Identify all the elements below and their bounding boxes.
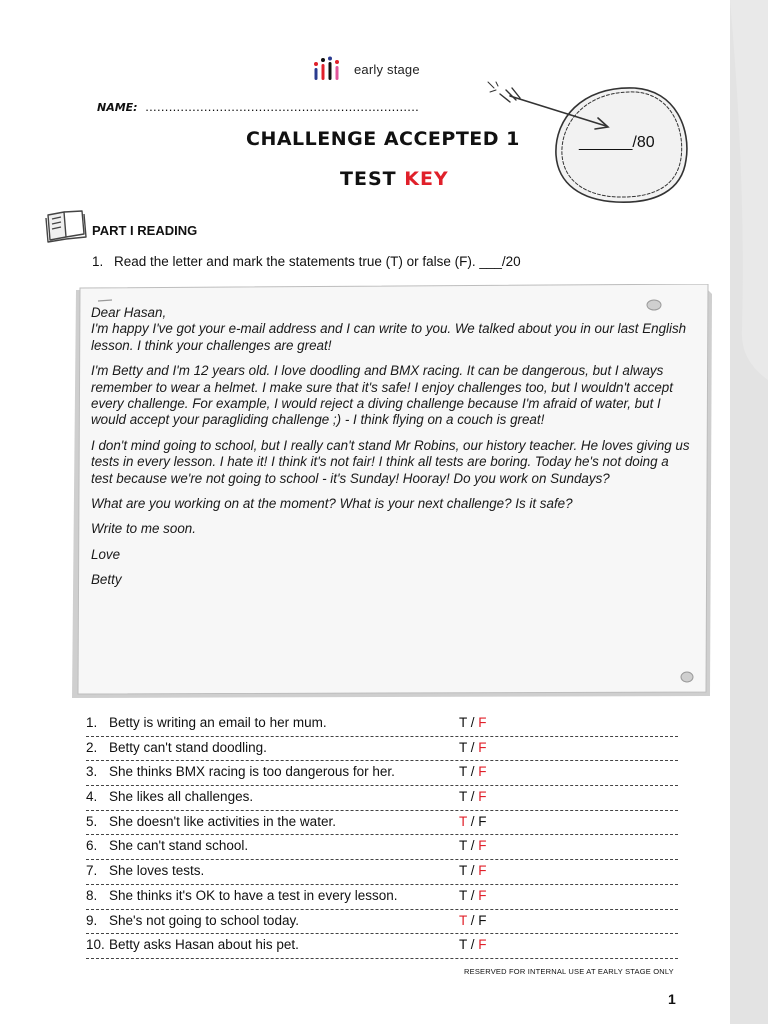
book-icon — [44, 209, 88, 243]
statement-text: She's not going to school today. — [109, 912, 299, 928]
true-false-answer: T / F — [459, 887, 487, 903]
statement-text: She thinks BMX racing is too dangerous for her. — [109, 764, 395, 780]
true-option: T — [459, 789, 468, 805]
score-total: ______/80 — [579, 134, 655, 151]
letter-paragraph: I'm Betty and I'm 12 years old. I love doodling and BMX racing. It can be dangerous, but I always remember to wear a helmet. I make sure that it's safe! I enjoy challenges too, but I wouldn't accept every challenge. For example, I would reject a diving challenge because I'm afraid of water, but I would accept your paragliding challenge ;) - I think flying on a couch is great! — [91, 363, 673, 428]
brand-logo — [313, 56, 420, 82]
logo-icon — [313, 56, 347, 82]
test-subtitle — [340, 168, 449, 190]
true-false-answer: T / F — [459, 789, 487, 805]
statement-text: She doesn't like activities in the water. — [109, 813, 336, 829]
test-title: CHALLENGE ACCEPTED 1 — [246, 128, 520, 150]
statement-row — [86, 786, 678, 811]
page-number: 1 — [668, 991, 676, 1007]
true-false-answer: T / F — [459, 937, 487, 953]
letter-panel — [72, 284, 714, 700]
letter-paragraph: I don't mind going to school, but I really can't stand Mr Robins, our history teacher. He loves giving us tests in every lesson. I hate it! I think it's not fair! I think all tests are boring. Today he's not doing a test because we're not going to school - it's Sunday! Hooray! Do you work on Sundays? — [91, 437, 690, 486]
side-tab-decoration — [718, 0, 768, 1024]
true-false-answer: T / F — [459, 863, 487, 879]
statement-row — [86, 737, 678, 762]
letter-paragraph: Write to me soon. — [91, 521, 196, 537]
statement-row — [86, 811, 678, 836]
letter-paragraph: Dear Hasan, I'm happy I've got your e-mail address and I can write to you. We talked about you in our last English lesson. I think your challenges are great! — [91, 305, 687, 353]
false-option: F — [478, 789, 487, 805]
statement-text: She can't stand school. — [109, 838, 249, 854]
part-heading: PART I READING — [92, 223, 198, 238]
statements-list — [86, 712, 678, 959]
statement-number: 5. — [86, 813, 98, 829]
letter-text — [91, 305, 691, 598]
true-option: T — [459, 715, 468, 730]
true-false-answer: T / F — [459, 813, 487, 829]
instruction-text: Read the letter and mark the statements true (T) or false (F). ___/20 — [114, 254, 521, 269]
name-dotted-line: ...................................................................... — [145, 99, 420, 114]
true-option: T — [459, 813, 468, 829]
statement-number: 8. — [86, 887, 98, 903]
statement-row — [86, 712, 678, 737]
statement-number: 3. — [86, 764, 98, 780]
student-name-field — [97, 99, 419, 114]
false-option: F — [478, 838, 487, 854]
statement-row — [86, 885, 678, 910]
subtitle-key: KEY — [404, 168, 449, 190]
statement-text: Betty can't stand doodling. — [109, 739, 267, 755]
false-option: F — [478, 887, 487, 903]
footer-note: RESERVED FOR INTERNAL USE AT EARLY STAGE ONLY — [464, 967, 674, 976]
statement-number: 10. — [86, 937, 105, 953]
false-option: F — [478, 813, 487, 829]
true-false-answer: T / F — [459, 715, 487, 730]
statement-text: Betty asks Hasan about his pet. — [109, 937, 299, 953]
false-option: F — [478, 912, 487, 928]
false-option: F — [478, 739, 487, 755]
statement-number: 2. — [86, 739, 98, 755]
true-option: T — [459, 739, 468, 755]
true-false-answer: T / F — [459, 912, 487, 928]
true-option: T — [459, 887, 468, 903]
statement-text: She thinks it's OK to have a test in every lesson. — [109, 887, 398, 903]
true-option: T — [459, 838, 468, 854]
name-label: NAME: — [97, 101, 138, 114]
statement-number: 6. — [86, 838, 98, 854]
subtitle-prefix: TEST — [340, 168, 397, 190]
statement-text: She likes all challenges. — [109, 789, 254, 805]
instruction-number: 1. — [92, 254, 104, 269]
exercise-instruction — [92, 254, 521, 269]
true-option: T — [459, 764, 468, 780]
false-option: F — [478, 863, 487, 879]
true-false-answer: T / F — [459, 739, 487, 755]
statement-row — [86, 910, 678, 935]
letter-paragraph: Love — [91, 546, 121, 562]
true-option: T — [459, 912, 468, 928]
true-option: T — [459, 937, 468, 953]
false-option: F — [478, 715, 487, 730]
brand-name: early stage — [354, 61, 420, 77]
true-option: T — [459, 863, 468, 879]
statement-row — [86, 761, 678, 786]
letter-paragraph: What are you working on at the moment? What is your next challenge? Is it safe? — [91, 496, 573, 512]
true-false-answer: T / F — [459, 838, 487, 854]
statement-row — [86, 860, 678, 885]
statement-text: Betty is writing an email to her mum. — [109, 715, 327, 730]
statement-text: She loves tests. — [109, 863, 205, 879]
true-false-answer: T / F — [459, 764, 487, 780]
statement-number: 9. — [86, 912, 98, 928]
letter-paragraph: Betty — [91, 572, 122, 588]
statement-number: 1. — [86, 715, 98, 730]
statement-number: 4. — [86, 789, 98, 805]
false-option: F — [478, 764, 487, 780]
false-option: F — [478, 937, 487, 953]
statement-number: 7. — [86, 863, 98, 879]
statement-row — [86, 934, 678, 959]
statement-row — [86, 835, 678, 860]
